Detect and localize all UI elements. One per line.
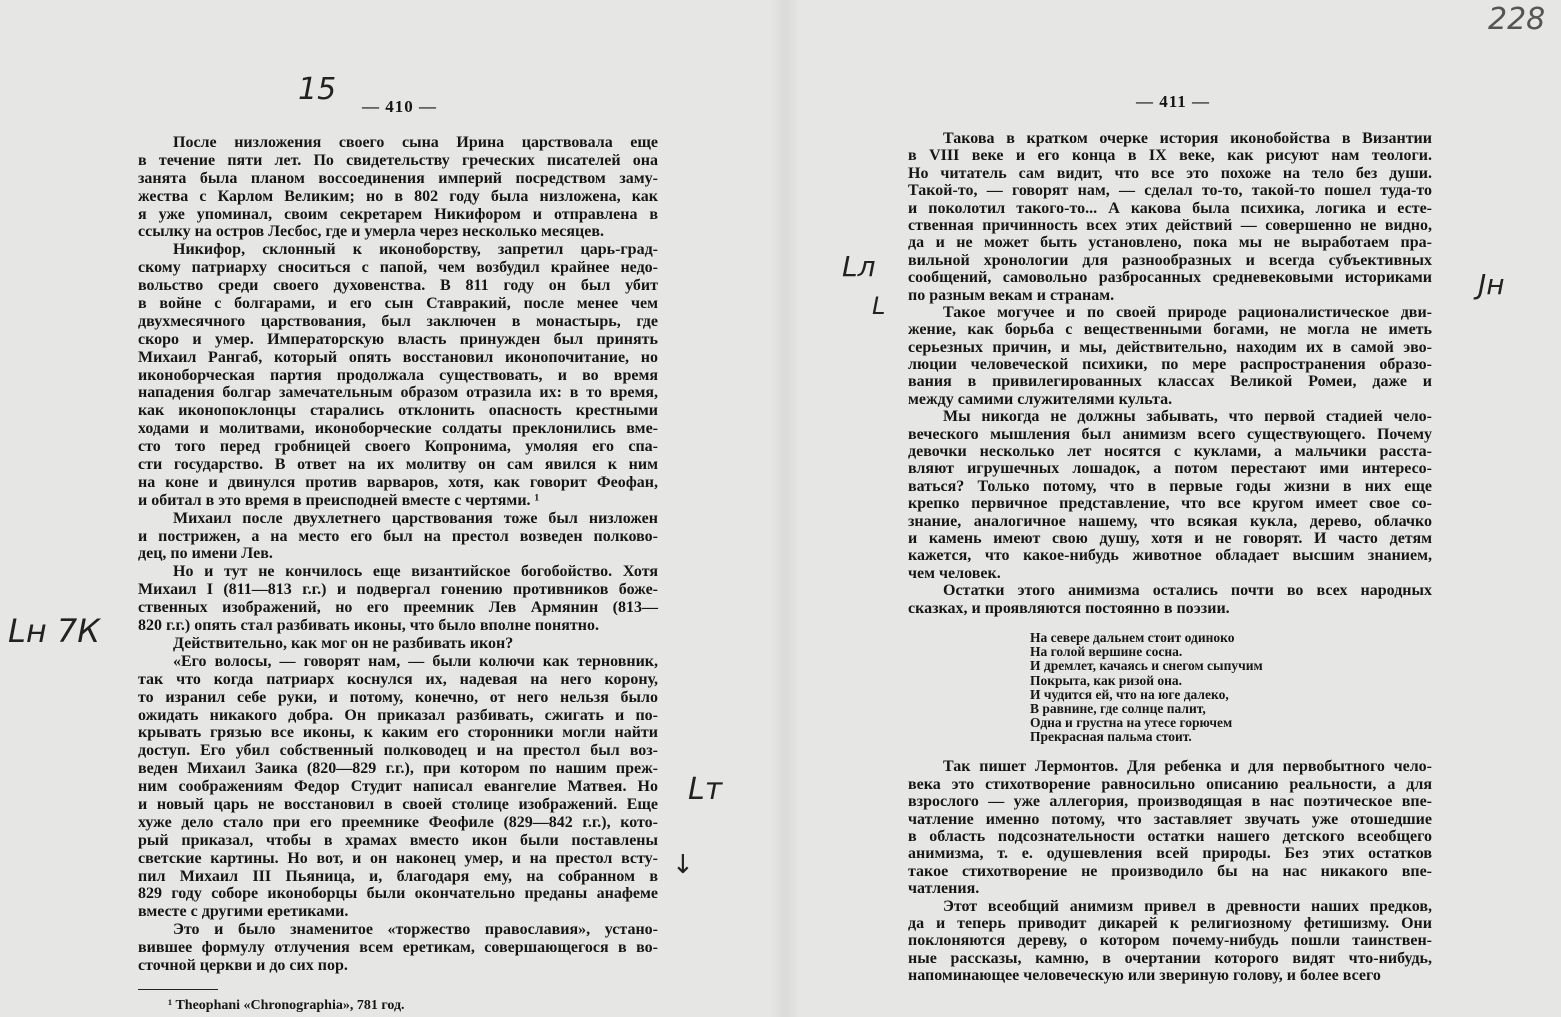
text-line: Остатки этого анимизма остались почти во всех народных: [943, 582, 1432, 600]
text-line: После низложения своего сына Ирина царствовала еще: [173, 134, 658, 151]
poem-line: И дремлет, качаясь и снегом сыпучим: [1030, 658, 1263, 674]
text-line: Этот всеобщий анимизм привел в древности наших предков,: [943, 897, 1432, 915]
text-line: и пострижен, а на место его был на престол возведен полково-: [138, 527, 658, 545]
text-line: в область подсознательности остатки нашего детского всеобщего: [908, 828, 1432, 845]
text-line: сказках, и проявляются постоянно в поэзии.: [908, 599, 1230, 617]
paragraph: [138, 510, 658, 564]
text-line: рый приказал, чтобы в храмах вместо икон были поставлены: [138, 831, 658, 849]
text-line: доступ. Его убил собственный полководец и на престол был воз-: [138, 742, 658, 760]
text-line: Такое могучее и по своей природе рационалистическое дви-: [943, 303, 1432, 321]
text-line: в течение пяти лет. По свидетельству греческих писателей она: [138, 151, 658, 169]
text-line: я уже упоминал, своим секретарем Никифором и отправлена в: [138, 205, 658, 223]
text-line: так что когда патриарх коснулся их, надевая на него корону,: [138, 670, 658, 688]
text-line: Это и было знаменитое «торжество православия», устано-: [173, 921, 658, 939]
text-line: вольство среди своего духовенства. В 811 году он был убит: [138, 277, 658, 295]
text-line: ним соображениям Федор Студит написал евангелие Матвея. Но: [138, 778, 658, 796]
text-line: Такова в кратком очерке история иконобойства в Византии: [943, 130, 1432, 147]
text-line: такое стихотворение не производило бы на нас никакого впе-: [908, 862, 1432, 880]
text-line: в войне с болгарами, и его сын Ставракий, после менее чем: [138, 295, 658, 313]
text-line: Михаил после двухлетнего царствования тоже был низложен: [173, 509, 658, 527]
poem-line: И чудится ей, что на юге далеко,: [1030, 686, 1229, 702]
poem-quote: [1030, 631, 1432, 745]
poem-line: В равнине, где солнце палит,: [1030, 700, 1206, 716]
text-line: как иконопоклонцы старались отклонить опасность крестными: [138, 402, 658, 420]
paragraph: [908, 130, 1432, 304]
handwritten-folio-number: 228: [1488, 2, 1546, 37]
text-line: люции человеческой психики, по мере распространения образо-: [908, 356, 1432, 374]
paragraph: [908, 408, 1432, 582]
text-line: Но и тут не кончилось еще византийское богобойство. Хотя: [173, 563, 658, 581]
text-line: ваться? Только потому, что в первые годы жизни в них еще: [908, 477, 1432, 495]
handwritten-margin-note: Lн 7К: [8, 612, 100, 650]
text-line: между самими служителями культа.: [908, 390, 1173, 408]
paragraph: [908, 582, 1432, 617]
text-line: жение, как борьба с вещественными богами, не могла не иметь: [908, 321, 1432, 339]
paragraph: [908, 898, 1432, 985]
text-line: Никифор, склонный к иконоборству, запретил царь-град-: [173, 241, 658, 259]
text-line: поклоняются дереву, о котором почему-нибудь пошли таинствен-: [908, 932, 1432, 950]
text-line: иконоборческая партия продолжала существовать, и во время: [138, 366, 658, 384]
text-line: в VIII веке и его конца в IX веке, как рисуют нам теологи.: [908, 147, 1432, 165]
text-line: веден Михаил Заика (820—829 г.г.), при котором по нашим преж-: [138, 760, 658, 778]
text-line: и камень имеют свою душу, хотя и не говорят. И часто детям: [908, 529, 1432, 547]
text-line: Мы никогда не должны забывать, что первой стадией чело-: [943, 408, 1432, 426]
text-line: Но читатель сам видит, что все это похоже на тело без души.: [908, 164, 1432, 182]
text-line: века это стихотворение равносильно описанию реальности, а для: [908, 775, 1432, 793]
text-line: серьезных причин, и мы, действительно, находим их в самой эво-: [908, 338, 1432, 356]
text-line: знание, аналогичное нашему, что всякая кукла, дерево, облачко: [908, 512, 1432, 530]
text-line: «Его волосы, — говорят нам, — были колючи как терновник,: [173, 652, 658, 670]
text-line: Михаил I (811—813 г.г.) и подвергал гонению противников боже-: [138, 581, 658, 599]
text-line: да и теперь приводит дикарей к религиозному фетишизму. Они: [908, 914, 1432, 932]
handwritten-margin-note: Lл: [842, 250, 876, 283]
paragraph: [138, 241, 658, 509]
text-line: занята была планом воссоединения империй посредством заму-: [138, 169, 658, 187]
handwritten-inline-mark: L: [872, 292, 886, 320]
handwritten-margin-note: Lт: [688, 772, 723, 807]
paragraph: [908, 304, 1432, 408]
text-line: жества с Карлом Великим; но в 802 году была низложена, как: [138, 187, 658, 205]
text-line: и обитал в это время в преисподней вместе с чертями. ¹: [138, 491, 540, 509]
text-line: дец, по имени Лев.: [138, 545, 273, 563]
right-page-body: [908, 130, 1432, 985]
text-line: ссылку на остров Лесбос, где и умерла через несколько месяцев.: [138, 223, 604, 241]
text-line: ходами и молитвами, иконоборческие солдаты преклонились вме-: [138, 420, 658, 438]
handwritten-number: 15: [298, 72, 337, 107]
text-line: ные рассказы, камню, в очертании которого видят что-нибудь,: [908, 949, 1432, 967]
text-line: Михаил Рангаб, который опять восстановил иконопочитание, но: [138, 348, 658, 366]
text-line: вившее формулу отлучения всем еретикам, совершающегося в во-: [138, 939, 658, 957]
text-line: Такой-то, — говорят нам, — сделал то-то, такой-то пошел туда-то: [908, 182, 1432, 200]
text-line: скому патриарху сноситься с папой, чем возбудил крайнее недо-: [138, 259, 658, 277]
text-line: сточной церкви и до сих пор.: [138, 956, 348, 974]
text-line: напоминающее человеческую или звериную голову, и более всего: [908, 967, 1381, 985]
text-line: вильной хронологии для разнообразных и всегда субъективных: [908, 251, 1432, 269]
text-line: нападения болгар замечательным образом отразила их: в то время,: [138, 384, 658, 402]
page-number: — 411 —: [1136, 92, 1211, 111]
page-number: — 410 —: [362, 97, 437, 116]
text-line: вляют игрушечных лошадок, а потом перестают ими интересо-: [908, 460, 1432, 478]
text-line: ственных изображений, но его преемник Лев Армянин (813—: [138, 599, 658, 617]
footnote-divider: [138, 989, 218, 990]
text-line: Действительно, как мог он не разбивать икон?: [173, 634, 514, 652]
text-line: чатление именно потому, что заставляет звучать уже отошедшие: [908, 810, 1432, 828]
text-line: по разным векам и странам.: [908, 286, 1115, 304]
text-line: кажется, что какое-нибудь животное обладает высшим знанием,: [908, 547, 1432, 565]
text-line: 829 году соборе иконоборцы были окончательно преданы анафеме: [138, 885, 658, 903]
paragraph: [138, 635, 658, 653]
text-line: ожидать никакого добра. Он приказал разбивать, сжигать и по-: [138, 706, 658, 724]
left-page-body: [138, 134, 658, 1014]
text-line: чатления.: [908, 880, 980, 898]
text-line: вместе с другими еретиками.: [138, 903, 349, 921]
paragraph: [138, 921, 658, 975]
text-line: чем человек.: [908, 564, 1001, 582]
text-line: крывать грязью все иконы, к каким его сторонники могли найти: [138, 724, 658, 742]
text-line: девочки несколько лет носятся с куклами, а мальчики расста-: [908, 443, 1432, 461]
text-line: да и не может быть установлено, пока мы не выработаем пра-: [908, 234, 1432, 252]
page-fold-shadow: [770, 0, 800, 1017]
text-line: пил Михаил III Пьяница, и, благодаря ему, на собранном в: [138, 867, 658, 885]
paragraph: [138, 134, 658, 241]
text-line: на коне и двинулся против варваров, хотя, как говорит Феофан,: [138, 473, 658, 491]
text-line: сто того перед гробницей своего Копронима, умоляя его спа-: [138, 438, 658, 456]
paragraph: [138, 563, 658, 635]
text-line: вания в привилегированных классах Великой Ромеи, даже и: [908, 373, 1432, 391]
text-line: ственная причинность всех этих действий — совершенно не видно,: [908, 216, 1432, 234]
text-line: крепко первичное представление, что все кругом имеет свое со-: [908, 495, 1432, 513]
handwritten-margin-note: Jн: [1478, 268, 1505, 301]
text-line: двухмесячного царствования, был заключен в монастырь, где: [138, 312, 658, 330]
text-line: сти государство. В ответ на их молитву он сам явился к ним: [138, 456, 658, 474]
text-line: и поколотил такого-то... А какова была психика, логика и есте-: [908, 199, 1432, 217]
text-line: и новый царь не восстановил в своей столице изображений. Еще: [138, 795, 658, 813]
text-line: анимизма, т. е. одушевления всей природы. Без этих остатков: [908, 845, 1432, 863]
poem-line: На голой вершине сосна.: [1030, 644, 1183, 660]
text-line: скоро и умер. Императорскую власть принужден был принять: [138, 330, 658, 348]
paragraph: [908, 758, 1432, 897]
text-line: хуже дело стало при его преемнике Феофиле (829—842 г.г.), кото-: [138, 813, 658, 831]
handwritten-mark: ↓: [672, 850, 694, 880]
text-line: то изранил себе руки, и потому, конечно, от него нельзя было: [138, 688, 658, 706]
paragraph: [138, 653, 658, 921]
poem-line: Покрыта, как ризой она.: [1030, 672, 1183, 688]
text-line: светские картины. Но вот, и он наконец умер, и на престол всту-: [138, 849, 658, 867]
poem-line: Одна и грустна на утесе горючем: [1030, 715, 1233, 731]
poem-line: На севере дальнем стоит одиноко: [1030, 629, 1235, 645]
text-line: сообщений, самовольно разбросанных средневековыми историками: [908, 269, 1432, 287]
text-line: Так пишет Лермонтов. Для ребенка и для первобытного чело-: [943, 758, 1432, 776]
text-line: 820 г.г.) опять стал разбивать иконы, что было вполне понятно.: [138, 617, 600, 635]
text-line: веческого мышления был анимизм всего существующего. Почему: [908, 425, 1432, 443]
footnote: ¹ Theophani «Chronographia», 781 год.: [168, 997, 405, 1013]
poem-line: Прекрасная пальма стоит.: [1030, 729, 1192, 745]
text-line: взрослого — уже аллегория, производящая в нас поэтическое впе-: [908, 793, 1432, 811]
